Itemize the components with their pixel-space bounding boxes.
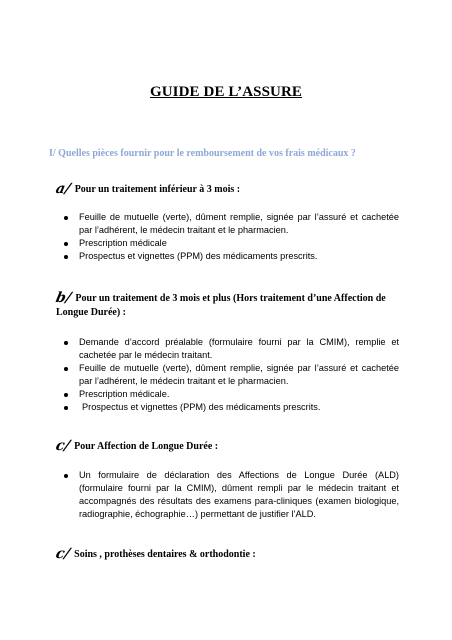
bullet-icon [64, 393, 68, 397]
list-item: Prescription médicale. [64, 388, 399, 401]
page-title: GUIDE DE L’ASSURE [149, 84, 303, 100]
section-c-heading [56, 439, 406, 454]
section-question: I/ Quelles pièces fournir pour le remboursement de vos frais médicaux ? [49, 148, 356, 159]
bullet-icon [64, 216, 68, 220]
section-b-title: Pour un traitement de 3 mois et plus (Hors traitement d’une Affection de Longue Durée) : [56, 293, 386, 318]
bullet-icon [64, 341, 68, 345]
section-c-list [64, 469, 399, 521]
list-item: Feuille de mutuelle (verte), dûment remplie, signée par l’assuré et cachetée par l’adhérent, le médecin traitant et le pharmacien. [64, 362, 399, 388]
bullet-icon [64, 242, 68, 246]
list-item: Feuille de mutuelle (verte), dûment remplie, signée par l’assuré et cachetée par l’adhérent, le médecin traitant et le pharmacien. [64, 211, 399, 237]
section-d-letter: c/ [54, 546, 72, 562]
bullet-icon [64, 406, 68, 410]
section-a-letter: a/ [54, 181, 72, 197]
section-a-heading [56, 182, 406, 197]
section-b-letter: b/ [54, 290, 73, 306]
list-item: Prospectus et vignettes (PPM) des médicaments prescrits. [64, 250, 399, 263]
section-c-title: Pour Affection de Longue Durée : [74, 441, 219, 452]
list-item: Un formulaire de déclaration des Affections de Longue Durée (ALD) (formulaire fourni par la CMIM), dûment rempli par le médecin traitant et accompagnés des résultats des examens para-cliniques (examen biologique, radiographie, échographie…) permettant de justifier l’ALD. [64, 469, 399, 521]
section-a-title: Pour un traitement inférieur à 3 mois : [74, 184, 241, 195]
section-b-heading [56, 291, 406, 320]
list-item: Demande d’accord préalable (formulaire fourni par la CMIM), remplie et cachetée par le médecin traitant. [64, 336, 399, 362]
list-item: Prescription médicale [64, 237, 399, 250]
section-a-list [64, 211, 399, 263]
section-b-list [64, 336, 399, 414]
bullet-icon [64, 474, 68, 478]
bullet-icon [64, 367, 68, 371]
list-item: Prospectus et vignettes (PPM) des médicaments prescrits. [64, 401, 399, 414]
bullet-icon [64, 255, 68, 259]
section-c-letter: c/ [54, 438, 72, 454]
section-d-title: Soins , prothèses dentaires & orthodontie : [74, 549, 256, 560]
section-d-heading [56, 547, 406, 562]
